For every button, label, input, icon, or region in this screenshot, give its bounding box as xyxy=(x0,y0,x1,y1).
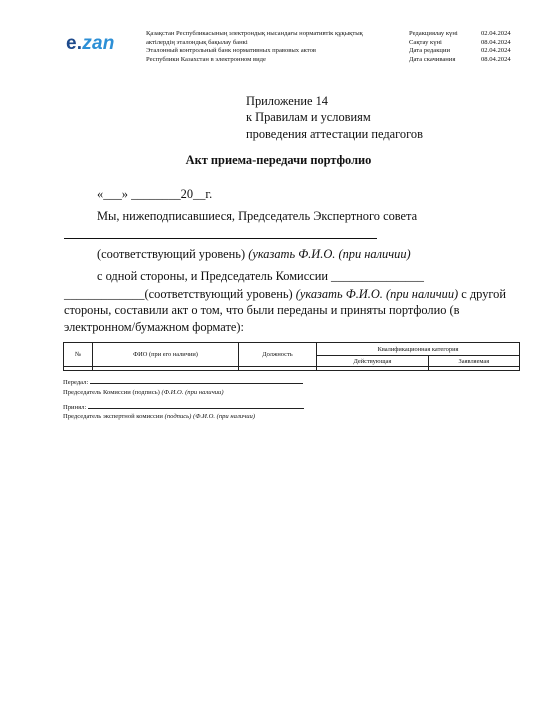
meta-key: Сақтау күні xyxy=(409,38,442,46)
appendix-line: проведения аттестации педагогов xyxy=(246,126,423,141)
org-line: Эталонный контрольный банк нормативных правовых актов xyxy=(146,47,316,55)
level-italic-hint: (указать Ф.И.О. (при наличии) xyxy=(248,247,411,261)
meta-row xyxy=(409,39,521,48)
logo-zan: zan xyxy=(82,33,115,54)
meta-value: 08.04.2024 xyxy=(481,38,511,46)
handed-line xyxy=(63,377,303,388)
received-label: Принял: xyxy=(63,404,87,411)
portfolio-table xyxy=(63,342,520,371)
meta-row xyxy=(409,56,521,65)
meta-row xyxy=(409,30,521,39)
table-cell xyxy=(239,367,317,371)
header-name: ФИО (при его наличии) xyxy=(93,343,239,367)
date-line: «___» ________20__г. xyxy=(97,187,213,201)
org-line: Қазақстан Республикасының электрондық нысандағы нормативтік құқықтық xyxy=(146,30,363,37)
received-by-line xyxy=(63,413,255,422)
meta-key: Редакциялау күні xyxy=(409,30,458,37)
para-text: _____________(соответствующий уровень) xyxy=(64,287,296,301)
meta-key: Дата скачивания xyxy=(409,55,456,63)
org-line: актілердің эталондық бақылау банкі xyxy=(146,38,248,46)
handed-by-line xyxy=(63,389,224,398)
org-line: Республики Казахстан в электронном виде xyxy=(146,55,266,63)
header-organization xyxy=(146,30,396,64)
received-by-text: Председатель экспертной комиссии xyxy=(63,413,165,420)
para-italic-hint: (указать Ф.И.О. (при наличии) xyxy=(295,287,459,301)
handed-label: Передал: xyxy=(63,379,89,386)
table-row xyxy=(64,367,520,371)
signature-blank xyxy=(90,377,303,384)
appendix-reference xyxy=(246,93,423,142)
act-paragraph xyxy=(64,286,516,335)
logo-e: e xyxy=(66,33,77,54)
header-dates xyxy=(409,30,521,64)
received-line xyxy=(63,402,304,413)
meta-value: 02.04.2024 xyxy=(481,47,511,55)
appendix-line: к Правилам и условиям xyxy=(246,110,371,125)
table-header-row xyxy=(64,343,520,356)
ezan-logo xyxy=(66,34,115,53)
header-current: Действующая xyxy=(317,356,429,367)
header-requested: Заявляемая xyxy=(428,356,519,367)
meta-row xyxy=(409,47,521,56)
meta-value: 08.04.2024 xyxy=(481,55,511,63)
intro-line: Мы, нижеподписавшиеся, Председатель Экспертного совета xyxy=(97,209,418,223)
header-no: № xyxy=(64,343,93,367)
handed-by-italic: (Ф.И.О. (при наличии) xyxy=(161,389,224,396)
para-text-end: с другой стороны, составили акт о том, что были переданы и приняты портфолио (в электронном/бумажном формате): xyxy=(64,287,506,334)
meta-value: 02.04.2024 xyxy=(481,30,511,37)
handed-by-text: Председатель Комиссии (подпись) xyxy=(63,389,162,396)
header-position: Должность xyxy=(239,343,317,367)
table-cell xyxy=(93,367,239,371)
table-cell xyxy=(64,367,93,371)
meta-key: Дата редакции xyxy=(409,47,450,55)
table-cell xyxy=(428,367,519,371)
table-cell xyxy=(317,367,429,371)
one-side-line: с одной стороны, и Председатель Комиссии _______________ xyxy=(97,269,424,283)
level-text: (соответствующий уровень) xyxy=(97,247,249,261)
logo-dot: . xyxy=(76,33,83,54)
appendix-line: Приложение 14 xyxy=(246,94,328,108)
name-underline xyxy=(64,238,377,239)
received-by-italic: (подпись) (Ф.И.О. (при наличии) xyxy=(164,413,256,420)
document-title: Акт приема-передачи портфолио xyxy=(185,153,372,167)
signature-blank xyxy=(88,402,304,409)
header-category: Квалификационная категория xyxy=(317,343,520,356)
level-line xyxy=(97,246,411,262)
